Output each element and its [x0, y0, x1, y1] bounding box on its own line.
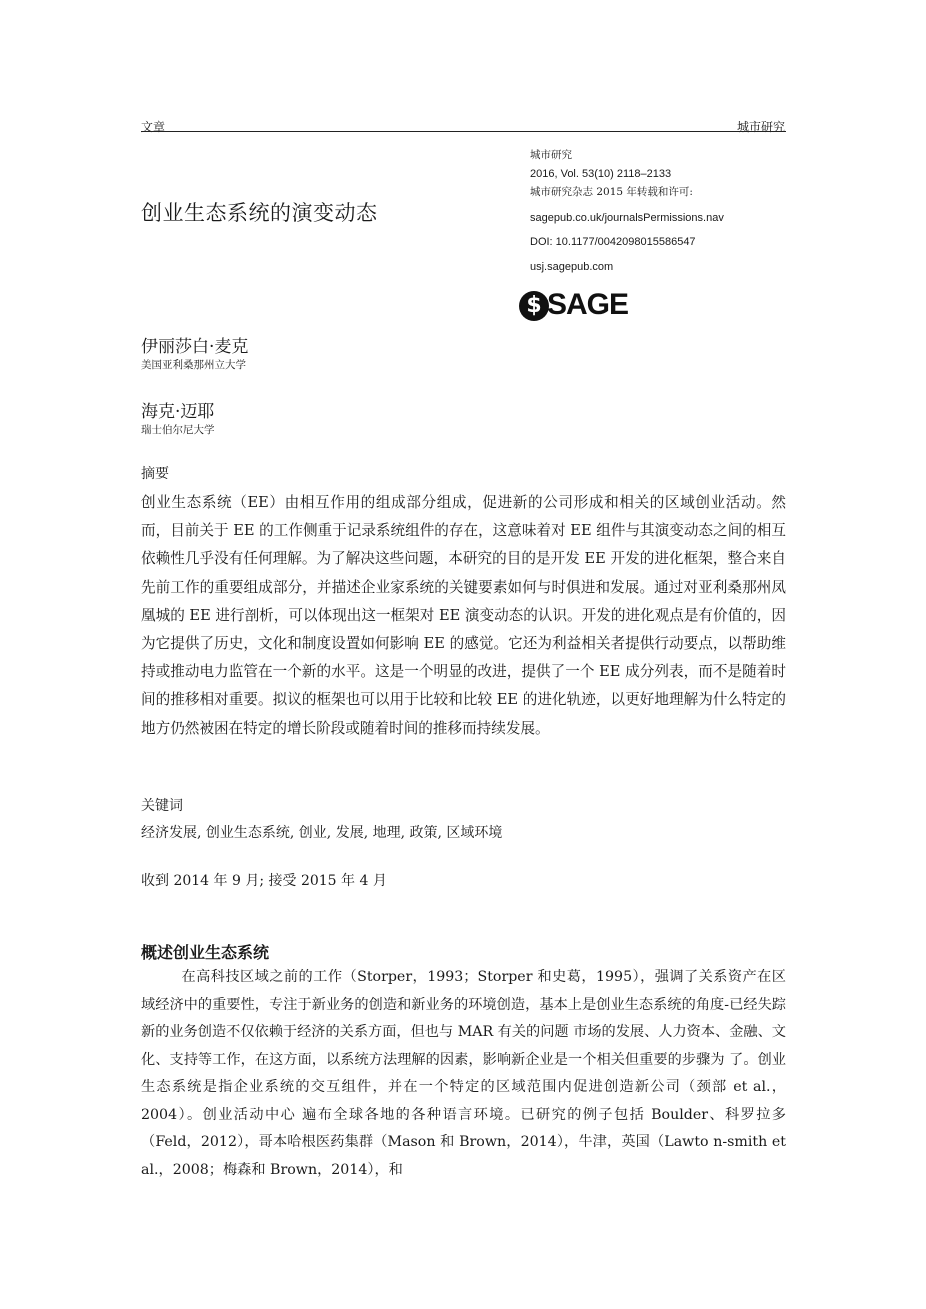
keywords-heading: 关键词: [141, 798, 183, 814]
abstract-body: [141, 489, 786, 743]
journal-header: 城市研究: [736, 120, 785, 134]
article-title: 创业生态系统的演变动态: [141, 201, 378, 225]
section-body: [141, 964, 786, 1184]
meta-reprint: 城市研究杂志 2015 年转载和许可:: [530, 186, 693, 198]
author-name: 伊丽莎白·麦克: [141, 337, 249, 357]
header-divider: [141, 131, 786, 132]
meta-doi[interactable]: DOI: 10.1177/0042098015586547: [530, 236, 696, 248]
abstract-text: 创业生态系统（EE）由相互作用的组成部分组成，促进新的公司形成和相关的区域创业活动。然而，目前关于 EE 的工作侧重于记录系统组件的存在，这意味着对 EE 组件与其演变动态之间的相互依赖性几乎没有任何理解。为了解决这些问题，本研究的目的是开发 EE 开发的进化框架，整合来自先前工作的重要组成部分，并描述企业家系统的关键要素如何与时俱进和发展。通过对亚利桑那州凤凰城的 EE 进行剖析，可以体现出这一框架对 EE 演变动态的认识。开发的进化观点是有价值的，因为它提供了历史，文化和制度设置如何影响 EE 的感觉。它还为利益相关者提供行动要点，以帮助维持或推动电力监管在一个新的水平。这是一个明显的改进，提供了一个 EE 成分列表，而不是随着时间的推移相对重要。拟议的框架也可以用于比较和比较 EE 的进化轨迹，以更好地理解为什么特定的地方仍然被困在特定的增长阶段或随着时间的推移而持续发展。: [141, 494, 786, 737]
article-type-label: 文章: [141, 120, 166, 134]
section-paragraph: 在高科技区域之前的工作（Storper，1993；Storper 和史葛，1995），强调了关系资产在区域经济中的重要性，专注于新业务的创造和新业务的环境创造，基本上是创业生态系统的角度-已经失踪新的业务创造不仅依赖于经济的关系方面，但也与 MAR 有关的问题 市场的发展、人力资本、金融、文化、支持等工作，在这方面，以系统方法理解的因素，影响新企业是一个相关但重要的步骤为 了。创业生态系统是指企业系统的交互组件，并在一个特定的区域范围内促进创造新公司（颈部 et al.，2004）。创业活动中心 遍布全球各地的各种语言环境。已研究的例子包括 Boulder、科罗拉多（Feld，2012），哥本哈根医药集群（Mason 和 Brown，2014），牛津，英国（Lawto n-smith et al.，2008；梅森和 Brown，2014），和: [141, 969, 786, 1178]
sage-logo-text: SAGE: [547, 288, 629, 321]
meta-site-link[interactable]: usj.sagepub.com: [530, 261, 614, 273]
sage-logo: [519, 288, 634, 323]
section-title: 概述创业生态系统: [141, 943, 270, 962]
meta-permissions-link[interactable]: sagepub.co.uk/journalsPermissions.nav: [530, 212, 724, 224]
author-name: 海克·迈耶: [141, 402, 215, 422]
keywords-list: 经济发展, 创业生态系统, 创业, 发展, 地理, 政策, 区域环境: [141, 825, 503, 841]
received-dates: 收到 2014 年 9 月; 接受 2015 年 4 月: [141, 873, 387, 889]
sage-logo-icon: $: [519, 291, 549, 321]
meta-citation: 2016, Vol. 53(10) 2118–2133: [530, 168, 672, 180]
meta-journal: 城市研究: [530, 149, 572, 161]
author-affiliation: 美国亚利桑那州立大学: [141, 359, 246, 371]
abstract-heading: 摘要: [141, 466, 169, 482]
author-affiliation: 瑞士伯尔尼大学: [141, 424, 215, 436]
